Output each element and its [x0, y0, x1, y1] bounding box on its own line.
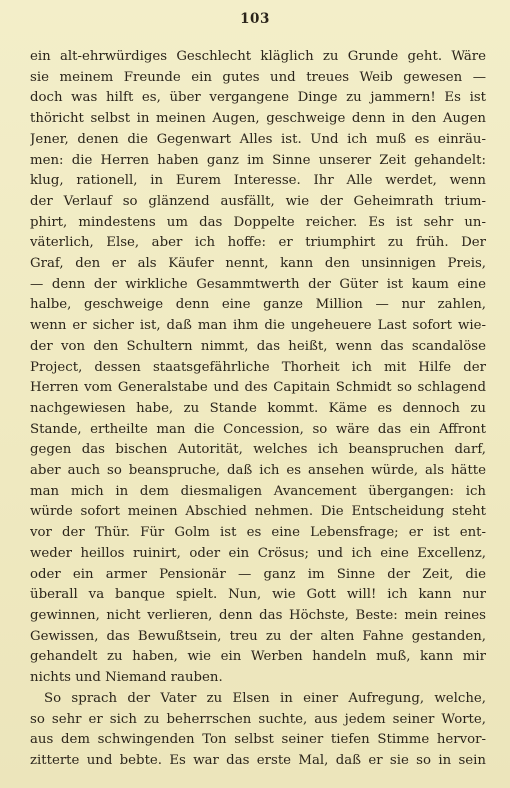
text-line: gegen das bischen Autorität, welches ich beanspruchen darf,	[30, 442, 486, 458]
text-line: Graf, den er als Käufer nennt, kann den unsinnigen Preis,	[30, 256, 486, 272]
text-line: nichts und Niemand rauben.	[30, 670, 223, 686]
text-line: halbe, geschweige denn eine ganze Million — nur zahlen,	[30, 297, 486, 313]
text-line: doch was hilft es, über vergangene Dinge zu jammern! Es ist	[30, 90, 486, 106]
text-line: ein alt-ehrwürdiges Geschlecht kläglich zu Grunde geht. Wäre	[30, 49, 486, 64]
text-line: man mich in dem diesmaligen Avancement übergangen: ich	[30, 483, 486, 499]
text-line: würde sofort meinen Abschied nehmen. Die Entscheidung steht	[30, 504, 486, 520]
text-line: klug, rationell, in Eurem Interesse. Ihr Alle werdet, wenn	[30, 173, 486, 189]
text-line: zitterte und bebte. Es war das erste Mal, daß er sie so in sein	[30, 752, 486, 768]
text-line: Project, dessen staatsgefährliche Thorheit ich mit Hilfe der	[30, 359, 486, 375]
text-line: — denn der wirkliche Gesammtwerth der Güter ist kaum eine	[30, 276, 486, 292]
text-line: Herren vom Generalstabe und des Capitain Schmidt so schlagend	[30, 380, 486, 396]
text-line: thöricht selbst in meinen Augen, geschweige denn in den Augen	[30, 111, 486, 127]
text-line: aus dem schwingenden Ton selbst seiner tiefen Stimme hervor-	[30, 732, 486, 748]
text-line: So sprach der Vater zu Elsen in einer Aufregung, welche,	[44, 690, 486, 706]
text-line: Jener, denen die Gegenwart Alles ist. Und ich muß es einräu-	[30, 131, 486, 147]
text-line: aber auch so beanspruche, daß ich es ansehen würde, als hätte	[30, 463, 486, 479]
paragraph-1	[30, 47, 486, 689]
text-line: der Verlauf so glänzend ausfällt, wie der Geheimrath trium-	[30, 193, 486, 209]
paragraph-2	[30, 689, 486, 772]
text-line: oder ein armer Pensionär — ganz im Sinne der Zeit, die	[30, 566, 486, 582]
text-line: wenn er sicher ist, daß man ihm die ungeheuere Last sofort wie-	[30, 318, 486, 334]
text-line: Stande, ertheilte man die Concession, so wäre das ein Affront	[30, 421, 486, 437]
page-number: 103	[240, 11, 270, 27]
text-line: vor der Thür. Für Golm ist es eine Lebensfrage; er ist ent-	[30, 525, 486, 541]
text-line: väterlich, Else, aber ich hoffe: er triumphirt zu früh. Der	[30, 235, 486, 251]
text-line: men: die Herren haben ganz im Sinne unserer Zeit gehandelt:	[30, 152, 486, 168]
text-line: gewinnen, nicht verlieren, denn das Höchste, Beste: mein reines	[30, 607, 486, 623]
text-line: sie meinem Freunde ein gutes und treues Weib gewesen —	[30, 69, 486, 85]
text-line: phirt, mindestens um das Doppelte reicher. Es ist sehr un-	[30, 214, 486, 230]
text-line: gehandelt zu haben, wie ein Werben handeln muß, kann mir	[30, 649, 486, 665]
text-line: so sehr er sich zu beherrschen suchte, aus jedem seiner Worte,	[30, 711, 486, 727]
body-text	[30, 47, 486, 772]
text-line: der von den Schultern nimmt, das heißt, wenn das scandalöse	[30, 338, 486, 354]
text-line: überall va banque spielt. Nun, wie Gott will! ich kann nur	[30, 587, 486, 603]
text-line: Gewissen, das Bewußtsein, treu zu der alten Fahne gestanden,	[30, 628, 486, 644]
text-line: nachgewiesen habe, zu Stande kommt. Käme es dennoch zu	[30, 400, 486, 416]
text-line: weder heillos ruinirt, oder ein Crösus; und ich eine Excellenz,	[30, 545, 486, 561]
